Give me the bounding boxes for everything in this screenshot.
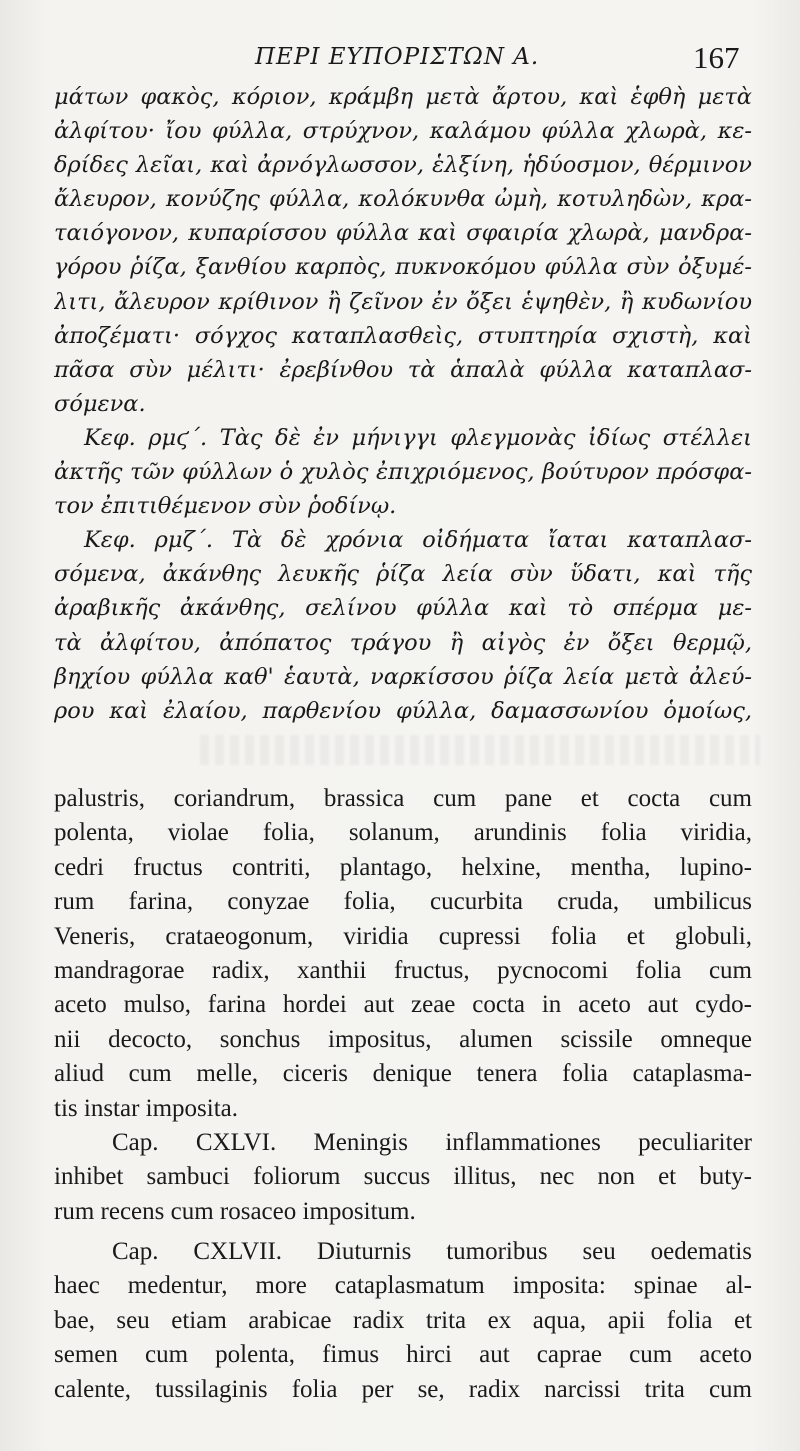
latin-line: semen cum polenta, fimus hirci aut caprae cum aceto — [54, 1341, 752, 1369]
latin-line: aceto mulso, farina hordei aut zeae cocta in aceto aut cydo- — [54, 991, 752, 1019]
greek-chapter-heading-146: Κεφ. ρμϛ΄. Τὰς δὲ ἐν μήνιγγι φλεγμονὰς ἰδίως στέλλει — [84, 424, 752, 451]
greek-line: τὰ ἀλφίτου, ἀπόπατος τράγου ἢ αἰγὸς ἐν ὄξει θερμῷ, — [54, 629, 752, 656]
greek-line: ἀραβικῆς ἀκάνθης, σελίνου φύλλα καὶ τὸ σπέρμα με- — [54, 595, 752, 622]
greek-line: σόμενα, ἀκάνθης λευκῆς ῥίζα λεία σὺν ὕδατι, καὶ τῆς — [54, 561, 752, 588]
greek-line: λιτι, ἄλευρον κρίθινον ἢ ζεῖνον ἐν ὄξει ἑψηθὲν, ἢ κυδωνίου — [54, 288, 752, 315]
latin-line: calente, tussilaginis folia per se, radix narcissi trita cum — [54, 1375, 752, 1403]
latin-line: palustris, coriandrum, brassica cum pane et cocta cum — [54, 785, 752, 812]
greek-line: πᾶσα σὺν μέλιτι· ἐρεβίνθου τὰ ἁπαλὰ φύλλα καταπλασ- — [54, 356, 752, 383]
latin-line: mandragorae radix, xanthii fructus, pycnocomi folia cum — [54, 956, 752, 984]
greek-line: σόμενα. — [54, 390, 146, 417]
latin-line: polenta, violae folia, solanum, arundinis folia viridia, — [54, 819, 752, 847]
show-through-shadow — [200, 735, 760, 765]
greek-line: μάτων φακὸς, κόριον, κράμβη μετὰ ἄρτου, καὶ ἑφθὴ μετὰ — [54, 84, 752, 110]
latin-line: tis instar imposita. — [54, 1094, 239, 1122]
greek-line: τον ἐπιτιθέμενον σὺν ῥοδίνῳ. — [54, 493, 397, 520]
greek-line: γόρου ῥίζα, ξανθίου καρπὸς, πυκνοκόμου φύλλα σὺν ὀξυμέ- — [54, 254, 752, 281]
latin-chapter-heading-147: Cap. CXLVII. Diuturnis tumoribus seu oedematis — [112, 1238, 752, 1266]
greek-line: ἀλφίτου· ἴου φύλλα, στρύχνον, καλάμου φύλλα χλωρὰ, κε- — [54, 118, 752, 145]
greek-line: ἄλευρον, κονύζης φύλλα, κολόκυνθα ὠμὴ, κοτυληδὼν, κρα- — [54, 186, 752, 213]
greek-line: δρίδες λεῖαι, καὶ ἀρνόγλωσσον, ἑλξίνη, ἡδύοσμον, θέρμινον — [54, 152, 752, 179]
latin-line: cedri fructus contriti, plantago, helxine, mentha, lupino- — [54, 853, 752, 881]
greek-line: ἀποζέματι· σόγχος καταπλασθεὶς, στυπτηρία σχιστὴ, καὶ — [54, 322, 752, 349]
latin-line: aliud cum melle, ciceris denique tenera folia cataplasma- — [54, 1060, 752, 1088]
latin-line: inhibet sambuci foliorum succus illitus, nec non et buty- — [54, 1163, 752, 1191]
latin-line: bae, seu etiam arabicae radix trita ex aqua, apii folia et — [54, 1306, 752, 1334]
greek-line: βηχίου φύλλα καθ' ἑαυτὰ, ναρκίσσου ῥίζα λεία μετὰ ἀλεύ- — [54, 663, 752, 690]
page-number: 167 — [693, 40, 740, 75]
greek-line: ρου καὶ ἐλαίου, παρθενίου φύλλα, δαμασσωνίου ὁμοίως, — [54, 697, 752, 724]
greek-line: ταιόγονον, κυπαρίσσου φύλλα καὶ σφαιρία χλωρὰ, μανδρα- — [54, 220, 752, 247]
latin-line: nii decocto, sonchus impositus, alumen scissile omneque — [54, 1025, 752, 1053]
greek-chapter-heading-147: Κεφ. ρμζ΄. Τὰ δὲ χρόνια οἰδήματα ἴαται καταπλασ- — [84, 527, 752, 554]
greek-text-block — [54, 80, 752, 728]
latin-line: rum farina, conyzae folia, cucurbita cruda, umbilicus — [54, 888, 752, 916]
running-head: ΠΕΡΙ ΕΥΠΟΡΙΣΤΩΝ Α. — [255, 44, 540, 70]
latin-chapter-heading-146: Cap. CXLVI. Meningis inflammationes peculiariter — [112, 1128, 752, 1156]
latin-line: rum recens cum rosaceo impositum. — [54, 1197, 416, 1225]
greek-line: ἀκτῆς τῶν φύλλων ὁ χυλὸς ἐπιχριόμενος, βούτυρον πρόσφα- — [54, 459, 752, 486]
latin-line: Veneris, crataeogonum, viridia cupressi folia et globuli, — [54, 922, 752, 950]
latin-line: haec medentur, more cataplasmatum imposita: spinae al- — [54, 1272, 752, 1300]
latin-text-block — [54, 782, 752, 1407]
page-header — [0, 38, 800, 78]
